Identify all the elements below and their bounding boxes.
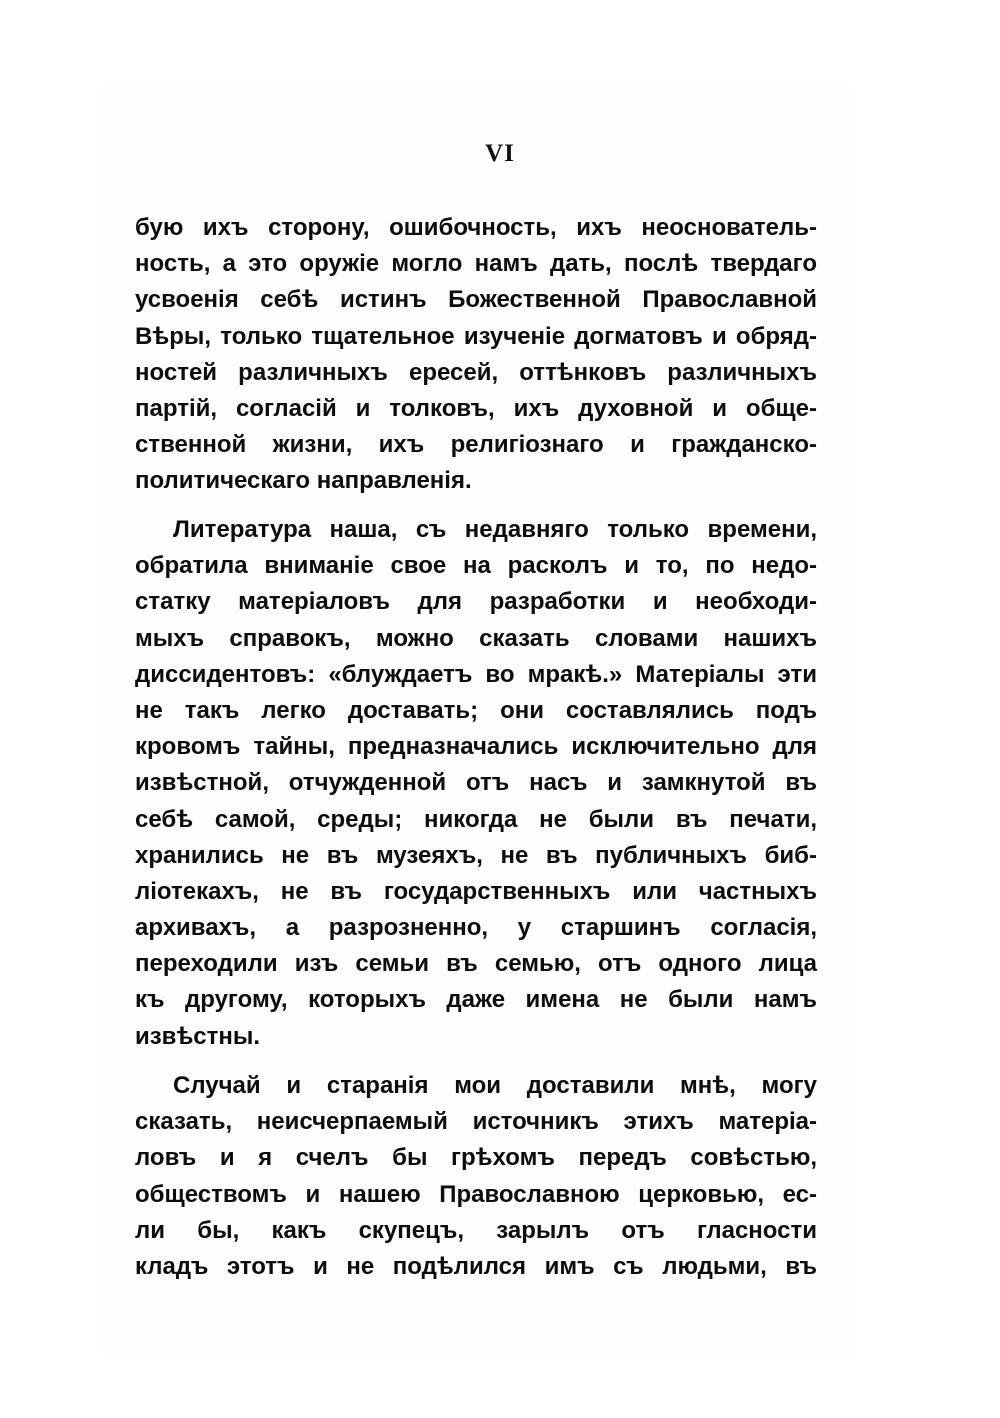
text-line: кровомъ тайны, предназначались исключительно для xyxy=(135,733,817,761)
text-line: партій, согласій и толковъ, ихъ духовной и обще- xyxy=(135,394,817,422)
text-line: извѣстны. xyxy=(135,1022,261,1050)
page-number: VI xyxy=(485,140,515,167)
text-line: политическаго направленія. xyxy=(135,467,472,495)
text-line: переходили изъ семьи въ семью, отъ одного лица xyxy=(135,950,817,978)
text-line: ловъ и я счелъ бы грѣхомъ передъ совѣстью, xyxy=(135,1144,817,1172)
text-line: статку матеріаловъ для разработки и необходи- xyxy=(135,588,817,616)
text-line: ностей различныхъ ересей, оттѣнковъ различныхъ xyxy=(135,358,817,386)
text-line: хранились не въ музеяхъ, не въ публичныхъ биб- xyxy=(135,841,817,869)
text-line: Случай и старанія мои доставили мнѣ, могу xyxy=(173,1072,817,1099)
text-line: ственной жизни, ихъ религіознаго и гражданско- xyxy=(135,431,817,459)
text-line: бую ихъ сторону, ошибочность, ихъ неоснователь- xyxy=(135,214,817,241)
text-line: себѣ самой, среды; никогда не были въ печати, xyxy=(135,805,817,833)
text-line: кладъ этотъ и не подѣлился имъ съ людьми, въ xyxy=(135,1252,817,1280)
text-line: обществомъ и нашею Православною церковью, ес- xyxy=(135,1180,817,1208)
text-line: архивахъ, а разрозненно, у старшинъ согласія, xyxy=(135,914,817,942)
paragraph-2 xyxy=(135,512,817,1055)
text-line: Вѣры, только тщательное изученіе догматовъ и обряд- xyxy=(135,322,817,350)
text-line: сказать, неисчерпаемый источникъ этихъ матеріа- xyxy=(135,1108,817,1136)
paragraph-3 xyxy=(135,1068,817,1285)
text-line: мыхъ справокъ, можно сказать словами нашихъ xyxy=(135,624,817,652)
text-line: обратила вниманіе свое на расколъ и то, по недо- xyxy=(135,552,817,580)
text-line: диссидентовъ: «блуждаетъ во мракѣ.» Матеріалы эти xyxy=(135,660,817,688)
text-line: ли бы, какъ скупецъ, зарылъ отъ гласности xyxy=(135,1216,817,1244)
text-line: ность, а это оружіе могло намъ дать, послѣ твердаго xyxy=(135,250,817,278)
text-line: Литература наша, съ недавняго только времени, xyxy=(173,516,817,543)
paragraph-1 xyxy=(135,210,817,500)
text-line: извѣстной, отчужденной отъ насъ и замкнутой въ xyxy=(135,769,817,797)
text-line: не такъ легко доставать; они составлялись подъ xyxy=(135,696,817,724)
text-line: къ другому, которыхъ даже имена не были намъ xyxy=(135,986,817,1014)
text-line: ліотекахъ, не въ государственныхъ или частныхъ xyxy=(135,877,817,905)
text-line: усвоенія себѣ истинъ Божественной Православной xyxy=(135,286,817,314)
